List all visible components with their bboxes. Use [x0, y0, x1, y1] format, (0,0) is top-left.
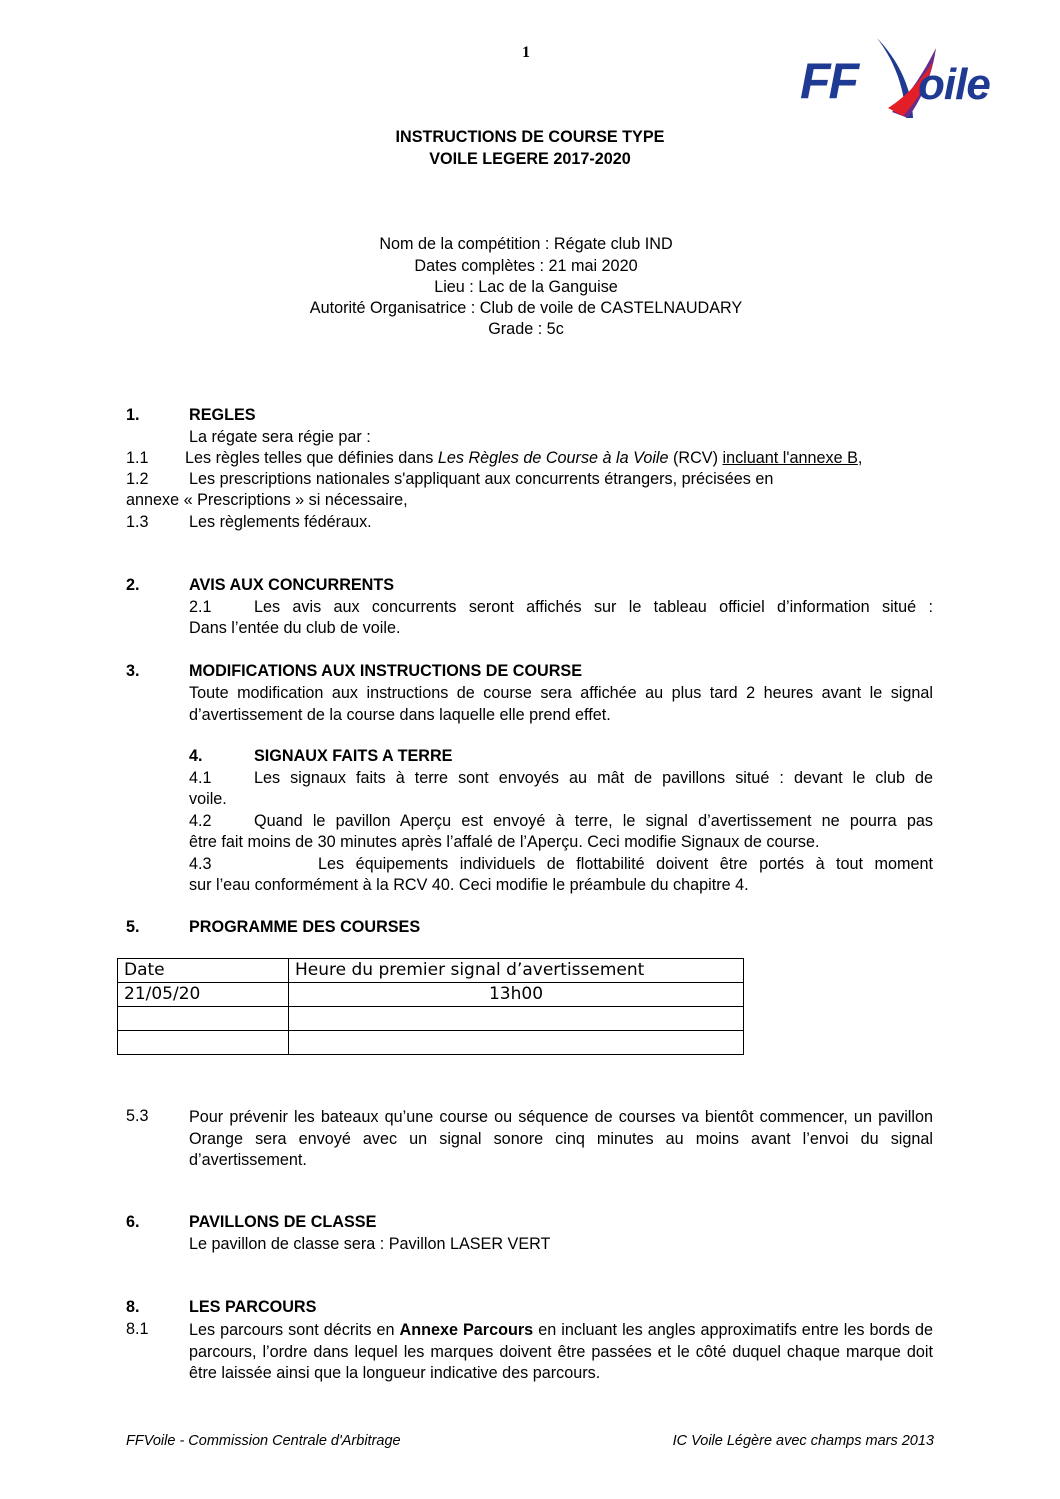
s2-number: 2.	[126, 576, 140, 594]
s8-item1-text	[189, 1320, 933, 1385]
doc-title-line1: INSTRUCTIONS DE COURSE TYPE	[395, 128, 665, 146]
s4-item1-line2: voile.	[189, 790, 227, 808]
s4-number: 4.	[189, 747, 203, 765]
table-cell-date: 21/05/20	[118, 983, 289, 1007]
table-header-date: Date	[118, 959, 289, 983]
s1-item1-number: 1.1	[126, 449, 149, 467]
s1-item3-text: Les règlements fédéraux.	[189, 513, 372, 531]
s4-item2-line1: Quand le pavillon Aperçu est envoyé à terre, le signal d’avertissement ne pourra pas	[254, 812, 933, 830]
s1-item1-italic: Les Règles de Course à la Voile	[437, 449, 669, 467]
s3-number: 3.	[126, 662, 140, 680]
s8-item1-part-a: Les parcours sont décrits en	[189, 1321, 400, 1339]
s8-title: LES PARCOURS	[189, 1298, 317, 1316]
page-number: 1	[522, 44, 530, 61]
s5-item3-number: 5.3	[126, 1107, 149, 1125]
s8-item1-part-b: en incluant les angles approximatifs entre les bords de parcours, l’ordre dans lequel les marques doivent être passées et le côté duquel chaque marque doit être laissée ainsi que la longueur indicative des parcours.	[189, 1321, 933, 1382]
s1-item1-text	[185, 449, 862, 468]
s5-item3-text: Pour prévenir les bateaux qu’une course ou séquence de courses va bientôt commencer, un pavillon Orange sera envoyé avec un signal sonore cinq minutes au moins avant l’envoi du signal d’avertissement.	[189, 1108, 933, 1169]
table-cell-date	[118, 1007, 289, 1031]
s8-number: 8.	[126, 1298, 140, 1316]
info-autorite: Autorité Organisatrice : Club de voile de CASTELNAUDARY	[309, 299, 743, 317]
s4-item1-number: 4.1	[189, 769, 212, 787]
s2-title: AVIS AUX CONCURRENTS	[189, 576, 395, 594]
s3-text: Toute modification aux instructions de course sera affichée au plus tard 2 heures avant le signal d’avertissement de la course dans laquelle elle prend effet.	[189, 684, 933, 724]
s4-item1-line1: Les signaux faits à terre sont envoyés au mât de pavillons situé : devant le club de	[254, 769, 933, 787]
s3-title: MODIFICATIONS AUX INSTRUCTIONS DE COURSE	[189, 662, 583, 680]
s1-item1-part-c: ,	[857, 449, 863, 467]
s4-item2-line2: être fait moins de 30 minutes après l’affalé de l’Aperçu. Ceci modifie Signaux de course.	[189, 833, 820, 851]
s4-item3-line2: sur l’eau conformément à la RCV 40. Ceci modifie le préambule du chapitre 4.	[189, 876, 749, 894]
s1-number: 1.	[126, 406, 140, 424]
s1-item2-line2: annexe « Prescriptions » si nécessaire,	[126, 491, 408, 509]
s1-title: REGLES	[189, 406, 256, 424]
s4-title: SIGNAUX FAITS A TERRE	[254, 747, 453, 765]
table-row	[118, 1007, 744, 1031]
table-cell-heure: 13h00	[289, 983, 744, 1007]
s1-item1-underlined: incluant l'annexe B	[722, 449, 858, 467]
s5-title: PROGRAMME DES COURSES	[189, 918, 421, 936]
s1-intro: La régate sera régie par :	[189, 428, 371, 446]
s4-item3-line1: Les équipements individuels de flottabilité doivent être portés à tout moment	[318, 855, 933, 873]
schedule-table	[117, 958, 744, 1055]
info-competition: Nom de la compétition : Régate club IND	[379, 235, 673, 253]
s1-item2-number: 1.2	[126, 470, 149, 488]
doc-title-line2: VOILE LEGERE 2017-2020	[429, 150, 631, 168]
s1-item1-part-a: Les règles telles que définies dans	[185, 449, 438, 467]
logo-voile-text: oile	[918, 60, 990, 109]
table-cell-heure	[289, 1031, 744, 1055]
info-grade: Grade : 5c	[488, 320, 564, 338]
s4-item2-number: 4.2	[189, 812, 212, 830]
s6-number: 6.	[126, 1213, 140, 1231]
ffvoile-logo	[800, 28, 1022, 122]
table-header-row	[118, 959, 744, 983]
s1-item3-number: 1.3	[126, 513, 149, 531]
table-header-heure: Heure du premier signal d’avertissement	[289, 959, 744, 983]
table-row	[118, 983, 744, 1007]
s5-number: 5.	[126, 918, 140, 936]
s2-text-line2: Dans l’entée du club de voile.	[189, 619, 401, 637]
table-row	[118, 1031, 744, 1055]
s2-sub-number: 2.1	[189, 598, 212, 616]
s8-item1-bold: Annexe Parcours	[399, 1321, 534, 1339]
s8-item1-number: 8.1	[126, 1320, 149, 1338]
s4-item3-number: 4.3	[189, 855, 212, 873]
s1-item1-part-b: (RCV)	[668, 449, 723, 467]
footer-right: IC Voile Légère avec champs mars 2013	[672, 1433, 934, 1449]
logo-ff-text: FF	[800, 53, 858, 109]
s1-item2-line1: Les prescriptions nationales s'appliquant aux concurrents étrangers, précisées en	[189, 470, 774, 488]
info-lieu: Lieu : Lac de la Ganguise	[434, 278, 618, 296]
info-dates: Dates complètes : 21 mai 2020	[414, 257, 638, 275]
s2-text-line1: Les avis aux concurrents seront affichés sur le tableau officiel d’information situé :	[254, 598, 933, 616]
s6-title: PAVILLONS DE CLASSE	[189, 1213, 377, 1231]
s6-text: Le pavillon de classe sera : Pavillon LASER VERT	[189, 1235, 551, 1253]
table-cell-date	[118, 1031, 289, 1055]
footer-left: FFVoile - Commission Centrale d'Arbitrage	[126, 1433, 401, 1449]
table-cell-heure	[289, 1007, 744, 1031]
